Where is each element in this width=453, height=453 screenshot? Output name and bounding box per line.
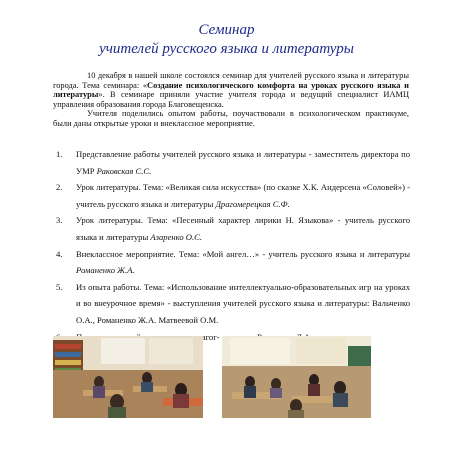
list-item — [56, 179, 410, 212]
list-item — [56, 212, 410, 245]
intro-p1-end: ». В семинаре приняли участие учителя города и ведущий специалист ИАМЦ управления образования города Благовещенска. — [53, 90, 409, 109]
intro-paragraph-2: Учителя поделились опытом работы, поучаствовали в психологическом практикуме, были даны открытые уроки и внеклассное мероприятие. — [53, 109, 409, 128]
list-item — [56, 279, 410, 329]
item-person: Раковская С.С. — [96, 165, 152, 176]
item-person: Драгомерецкая С.Ф. — [215, 198, 290, 209]
list-item — [56, 146, 410, 179]
item-number: 3. — [56, 215, 63, 226]
page-subtitle: учителей русского языка и литературы — [99, 41, 354, 57]
item-number: 1. — [56, 149, 63, 159]
item-person: Азаренко О.С. — [150, 231, 203, 242]
item-number: 2. — [56, 182, 63, 193]
page-title: Семинар — [198, 22, 255, 38]
item-text: Из опыта работы. Тема: «Использование интеллектуально-образовательных игр на уроках и во внеурочное время» - выступления учителей русского языка и литературы: Вальченко О.А., Романенко Ж.А. Матвеевой О.М. — [76, 281, 410, 325]
item-text: Урок литературы. Тема: «Песенный характер лирики Н. Языкова» - учитель русского языка и литературы — [76, 215, 410, 242]
intro-paragraph-1 — [53, 71, 409, 109]
item-text: Представление работы учителей русского языка и литературы - заместитель директора по УМР — [76, 149, 410, 176]
item-text: педагог- — [189, 331, 220, 342]
item-number: 4. — [56, 248, 63, 259]
classroom-photo-right — [222, 336, 371, 418]
item-person: Романенко Ж.А. — [76, 265, 135, 276]
classroom-photo-left — [53, 336, 203, 418]
list-item — [56, 246, 410, 279]
item-text: Урок литературы. Тема: «Великая сила искусства» (по сказке Х.К. Андерсена «Соловей») - учитель русского языка и литературы — [76, 182, 410, 209]
item-text: Внеклассное мероприятие. Тема: «Мой ангел…» - учитель русского языка и литературы — [76, 248, 410, 259]
seminar-topic: Создание психологического комфорта на уроках русского языка и литературы — [53, 80, 409, 100]
intro-text — [53, 71, 409, 129]
intro-p1-start: 10 декабря в нашей школе состоялся семинар для учителей русского языка и литературы города. Тема семинара: « — [53, 71, 409, 90]
item-number: 5. — [56, 281, 63, 292]
program-list — [56, 146, 410, 345]
